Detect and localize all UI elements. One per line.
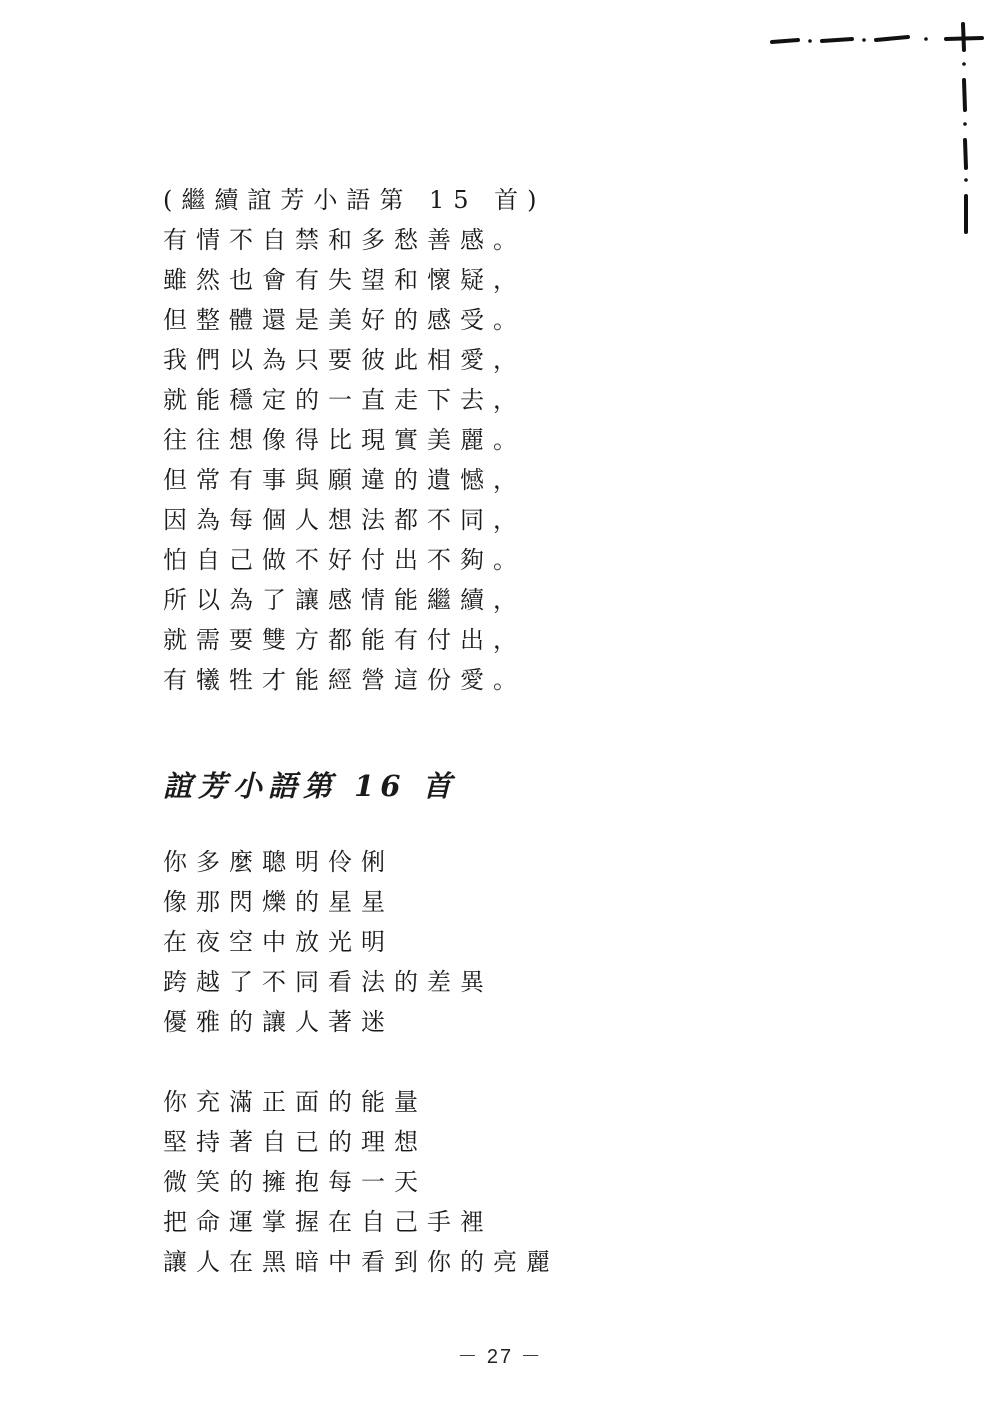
poem-line: 堅持著自已的理想 bbox=[163, 1128, 427, 1156]
poem-line: 但常有事與願違的遺憾， bbox=[163, 466, 526, 494]
poem-line: 我們以為只要彼此相愛， bbox=[163, 346, 526, 374]
continuation-poem-15 bbox=[163, 180, 883, 700]
poem-line: 你多麼聰明伶俐 bbox=[163, 848, 394, 876]
poem-line: 在夜空中放光明 bbox=[163, 928, 394, 956]
poem-16-title: 誼芳小語第 16 首 bbox=[163, 769, 458, 803]
poem-line: 你充滿正面的能量 bbox=[163, 1088, 427, 1116]
poem-16-stanza-2 bbox=[163, 1082, 883, 1282]
poem-line: 把命運掌握在自己手裡 bbox=[163, 1208, 493, 1236]
poem-line: 像那閃爍的星星 bbox=[163, 888, 394, 916]
poem-line: 因為每個人想法都不同， bbox=[163, 506, 526, 534]
poem-line: 雖然也會有失望和懷疑， bbox=[163, 266, 526, 294]
poem-line: 微笑的擁抱每一天 bbox=[163, 1168, 427, 1196]
page-content bbox=[163, 180, 883, 1282]
poem-line: 就需要雙方都能有付出， bbox=[163, 626, 526, 654]
poem-line: 但整體還是美好的感受。 bbox=[163, 306, 526, 334]
poem-16-stanza-1 bbox=[163, 842, 883, 1042]
poem-line: 優雅的讓人著迷 bbox=[163, 1008, 394, 1036]
poem-line: 怕自己做不好付出不夠。 bbox=[163, 546, 526, 574]
poem-line: 讓人在黑暗中看到你的亮麗 bbox=[163, 1248, 559, 1276]
page-number: － 27 － bbox=[457, 1346, 543, 1368]
poem-line: 有情不自禁和多愁善感。 bbox=[163, 226, 526, 254]
poem-line: 所以為了讓感情能繼續， bbox=[163, 586, 526, 614]
poem-line: (繼續誼芳小語第 15 首) bbox=[163, 186, 546, 214]
poem-line: 就能穩定的一直走下去， bbox=[163, 386, 526, 414]
poem-line: 有犧牲才能經營這份愛。 bbox=[163, 666, 526, 694]
poem-line: 往往想像得比現實美麗。 bbox=[163, 426, 526, 454]
poem-line: 跨越了不同看法的差異 bbox=[163, 968, 493, 996]
